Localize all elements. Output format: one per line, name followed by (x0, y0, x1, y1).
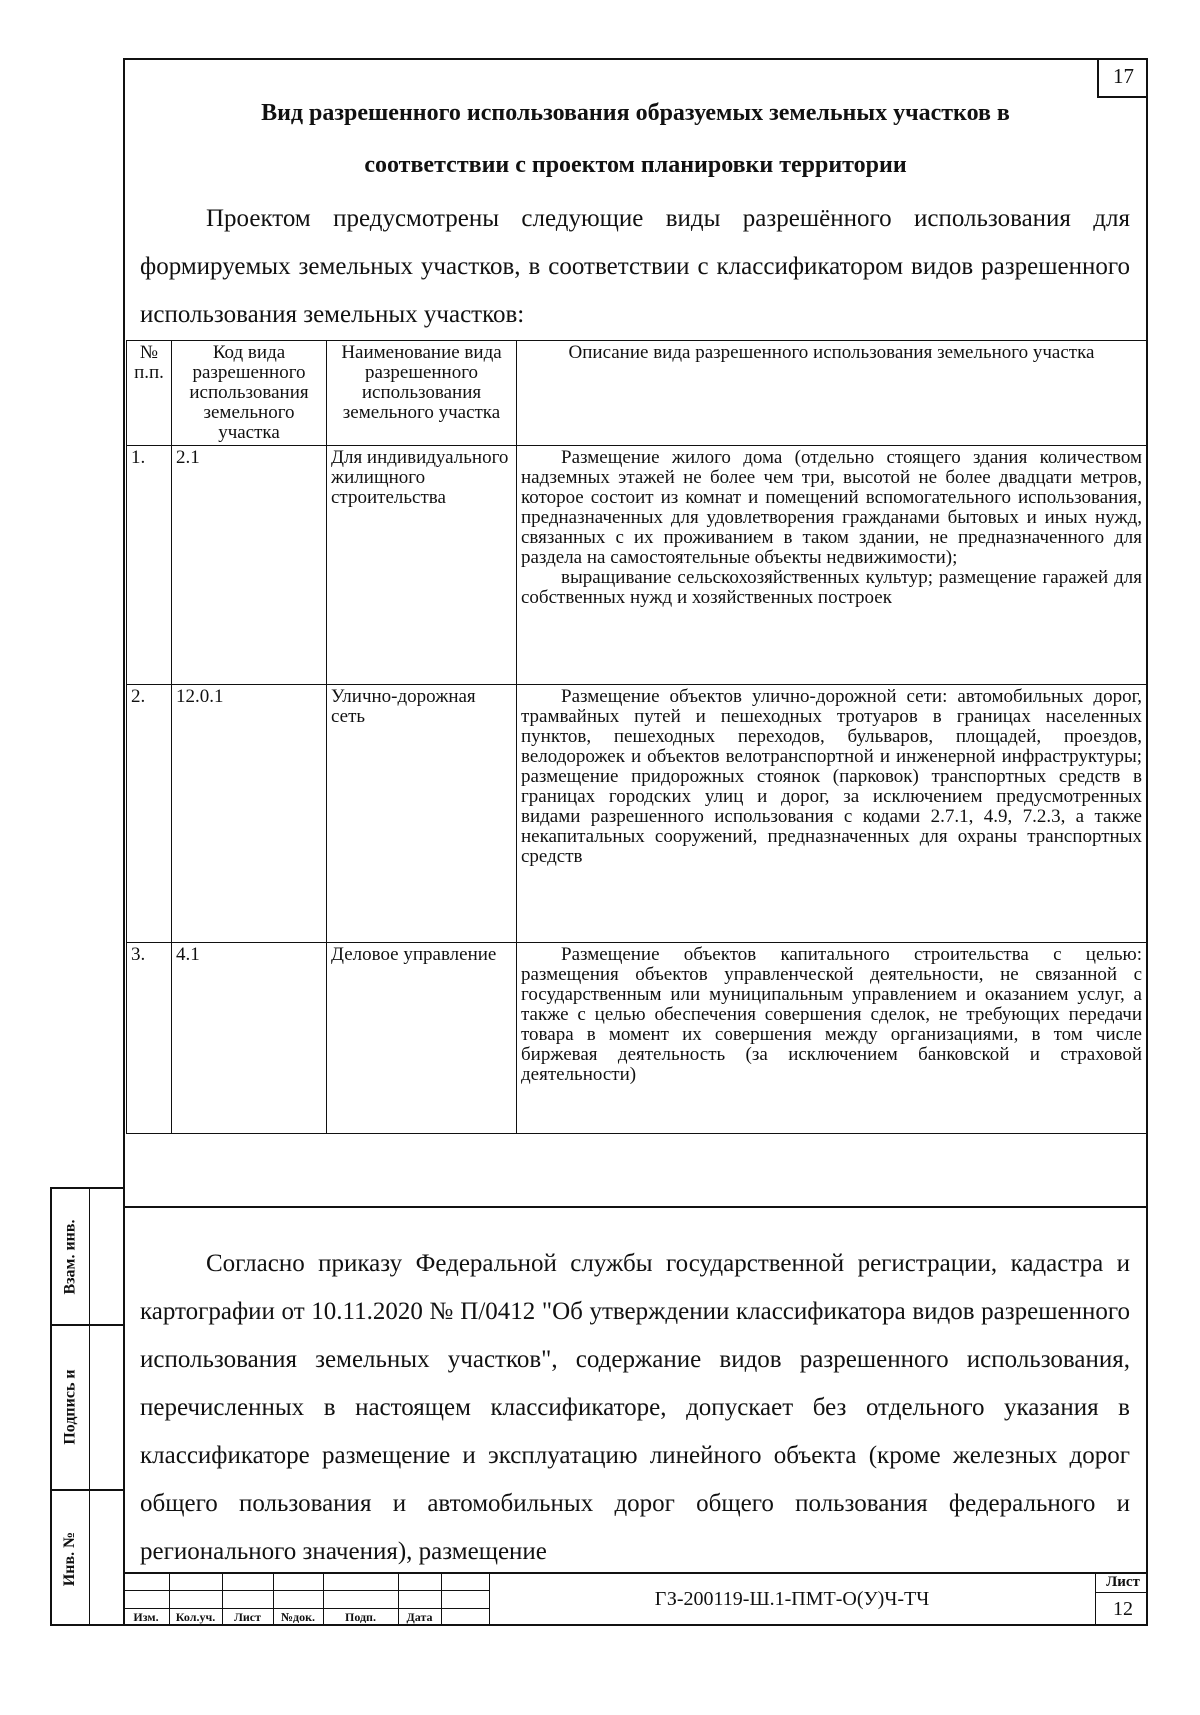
row-code: 2.1 (172, 446, 327, 685)
tb-head-ndok: №док. (280, 1610, 316, 1624)
row-num: 2. (127, 685, 172, 943)
header-num: № п.п. (127, 341, 172, 446)
row-code: 4.1 (172, 943, 327, 1134)
row-desc-part-1: Размещение объектов улично-дорожной сети: автомобильных дорог, трамвайных путей и пешеходных тротуаров в границах населенных пунктов, пешеходных переходов, бульваров, площадей, проездов, велодорожек и объектов велотранспортной и инженерной инфраструктуры; размещение придорожных стоянок (парковок) транспортных средств в границах городских улиц и дорог, за исключением предусмотренных видами разрешенного использования с кодами 2.7.1, 4.9, 7.2.3, а также некапитальных сооружений, предназначенных для охраны транспортных средств (521, 686, 1142, 867)
row-num: 3. (127, 943, 172, 1134)
header-code: Код вида разрешенного использования земельного участка (172, 341, 327, 446)
row-num: 1. (127, 446, 172, 685)
conclusion-text: Согласно приказу Федеральной службы государственной регистрации, кадастра и картографии от 10.11.2020 № П/0412 "Об утверждении классификатора видов разрешенного использования земельных участков", содержание видов разрешенного использования, перечисленных в настоящем классификаторе, допускает без отдельного указания в классификаторе размещение и эксплуатацию линейного объекта (кроме железных дорог общего пользования и автомобильных дорог общего пользования федерального и регионального значения), размещение (140, 1250, 1130, 1565)
row-code: 12.0.1 (172, 685, 327, 943)
sheet-label: Лист (1106, 1574, 1140, 1590)
table-bottom-rule (123, 1206, 1148, 1208)
row-name: Для индивидуального жилищного строительства (327, 446, 517, 685)
intro-text: Проектом предусмотрены следующие виды разрешённого использования для формируемых земельных участков, в соответствии с классификатором видов разрешенного использования земельных участков: (140, 205, 1130, 328)
tb-col-line (441, 1572, 442, 1626)
label-vzam-inv: Взам. инв. (61, 1218, 79, 1295)
table-row (127, 943, 1147, 1134)
intro-paragraph (140, 195, 1130, 339)
tb-head-data: Дата (406, 1610, 433, 1624)
tb-row-line (123, 1590, 489, 1591)
title-block (123, 1572, 1148, 1626)
row-desc (517, 446, 1147, 685)
table-row (127, 446, 1147, 685)
sheet-number: 12 (1113, 1598, 1133, 1620)
strip-column-divider (89, 1189, 90, 1624)
conclusion-paragraph (140, 1240, 1130, 1576)
row-desc-part-1: Размещение объектов капитального строительства с целью: размещения объектов управленческой деятельности, не связанной с государственным или муниципальным управлением и оказанием услуг, а также с целью обеспечения совершения сделок, не требующих передачи товара в момент их совершения между организациями, в том числе биржевая деятельность (за исключением банковской и страховой деятельности) (521, 944, 1142, 1085)
table-row (127, 685, 1147, 943)
tb-col-line (1095, 1572, 1096, 1626)
row-name: Улично-дорожная сеть (327, 685, 517, 943)
header-desc: Описание вида разрешенного использования земельного участка (517, 341, 1147, 446)
tb-head-podp: Подп. (345, 1610, 376, 1624)
section-title-line-2: соответствии с проектом планировки территории (364, 152, 907, 178)
label-podpis: Подпись и (61, 1368, 79, 1445)
land-use-table (126, 340, 1147, 1134)
side-stamp-strip (50, 1187, 123, 1626)
tb-head-list: Лист (233, 1610, 262, 1624)
page-number: 17 (1097, 58, 1148, 98)
document-code: ГЗ-200119-Ш.1-ПМТ-О(У)Ч-ТЧ (654, 1588, 930, 1610)
tb-head-koluch: Кол.уч. (175, 1610, 216, 1624)
section-title-line-1: Вид разрешенного использования образуемых земельных участков в (261, 100, 1010, 126)
label-inv-num: Инв. № (61, 1531, 79, 1586)
row-desc (517, 685, 1147, 943)
row-desc-part-1: Размещение жилого дома (отдельно стоящего здания количеством надземных этажей не более чем три, высотой не более двадцати метров, которое состоит из комнат и помещений вспомогательного использования, предназначенных для удовлетворения гражданами бытовых и иных нужд, связанных с их проживанием в таком здании, не предназначенного для раздела на самостоятельные объекты недвижимости); (521, 447, 1142, 568)
header-name: Наименование вида разрешенного использования земельного участка (327, 341, 517, 446)
tb-head-izm: Изм. (133, 1610, 159, 1624)
row-desc (517, 943, 1147, 1134)
row-name: Деловое управление (327, 943, 517, 1134)
table-header-row (127, 341, 1147, 446)
row-desc-part-2: выращивание сельскохозяйственных культур; размещение гаражей для собственных нужд и хозяйственных построек (521, 567, 1142, 608)
